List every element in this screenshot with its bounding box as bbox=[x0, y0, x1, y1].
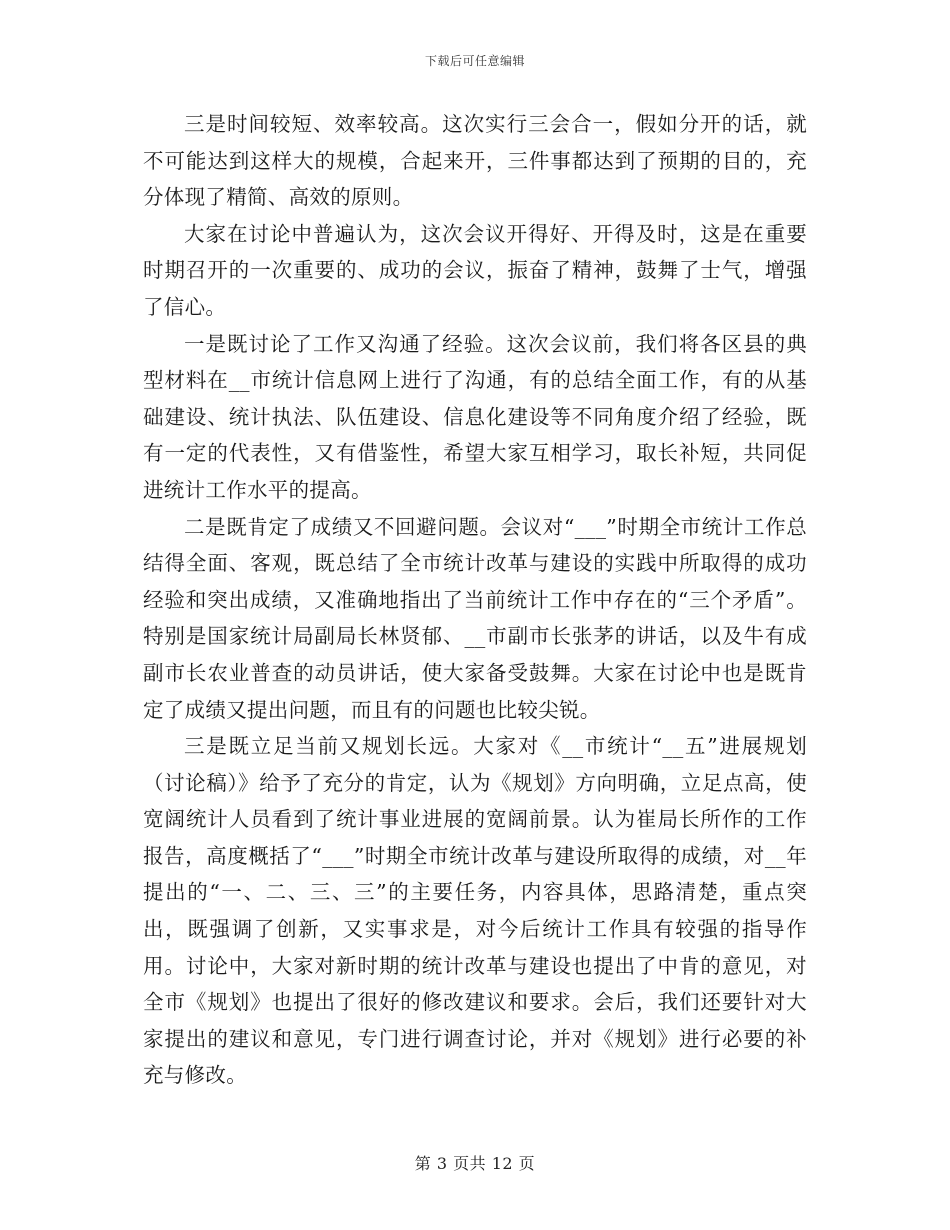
page-header: 下载后可任意编辑 bbox=[424, 54, 525, 68]
paragraph-4: 二是既肯定了成绩又不回避问题。会议对“___”时期全市统计工作总结得全面、客观，既总结了全市统计改革与建设的实践中所取得的成功经验和突出成绩，又准确地指出了当前统计工作中存在的“三个矛盾”。特别是国家统计局副局长林贤郁、__市副市长张茅的讲话，以及牛有成副市长农业普查的动员讲话，使大家备受鼓舞。大家在讨论中也是既肯定了成绩又提出问题，而且有的问题也比较尖锐。 bbox=[143, 514, 807, 722]
page-number: 第 3 页共 12 页 bbox=[414, 1154, 536, 1173]
document-body bbox=[143, 106, 807, 1094]
paragraph-2: 大家在讨论中普遍认为，这次会议开得好、开得及时，这是在重要时期召开的一次重要的、成功的会议，振奋了精神，鼓舞了士气，增强了信心。 bbox=[143, 221, 807, 319]
paragraph-5: 三是既立足当前又规划长远。大家对《__市统计“__五”进展规划（讨论稿）》给予了充分的肯定，认为《规划》方向明确，立足点高，使宽阔统计人员看到了统计事业进展的宽阔前景。认为崔局长所作的工作报告，高度概括了“___”时期全市统计改革与建设所取得的成绩，对__年提出的“一、二、三、三”的主要任务，内容具体，思路清楚，重点突出，既强调了创新，又实事求是，对今后统计工作具有较强的指导作用。讨论中，大家对新时期的统计改革与建设也提出了中肯的意见，对全市《规划》也提出了很好的修改建议和要求。会后，我们还要针对大家提出的建议和意见，专门进行调查讨论，并对《规划》进行必要的补充与修改。 bbox=[143, 734, 807, 1088]
paragraph-3: 一是既讨论了工作又沟通了经验。这次会议前，我们将各区县的典型材料在__市统计信息网上进行了沟通，有的总结全面工作，有的从基础建设、统计执法、队伍建设、信息化建设等不同角度介绍了经验，既有一定的代表性，又有借鉴性，希望大家互相学习，取长补短，共同促进统计工作水平的提高。 bbox=[143, 331, 807, 502]
paragraph-1: 三是时间较短、效率较高。这次实行三会合一，假如分开的话，就不可能达到这样大的规模，合起来开，三件事都达到了预期的目的，充分体现了精简、高效的原则。 bbox=[143, 112, 807, 210]
